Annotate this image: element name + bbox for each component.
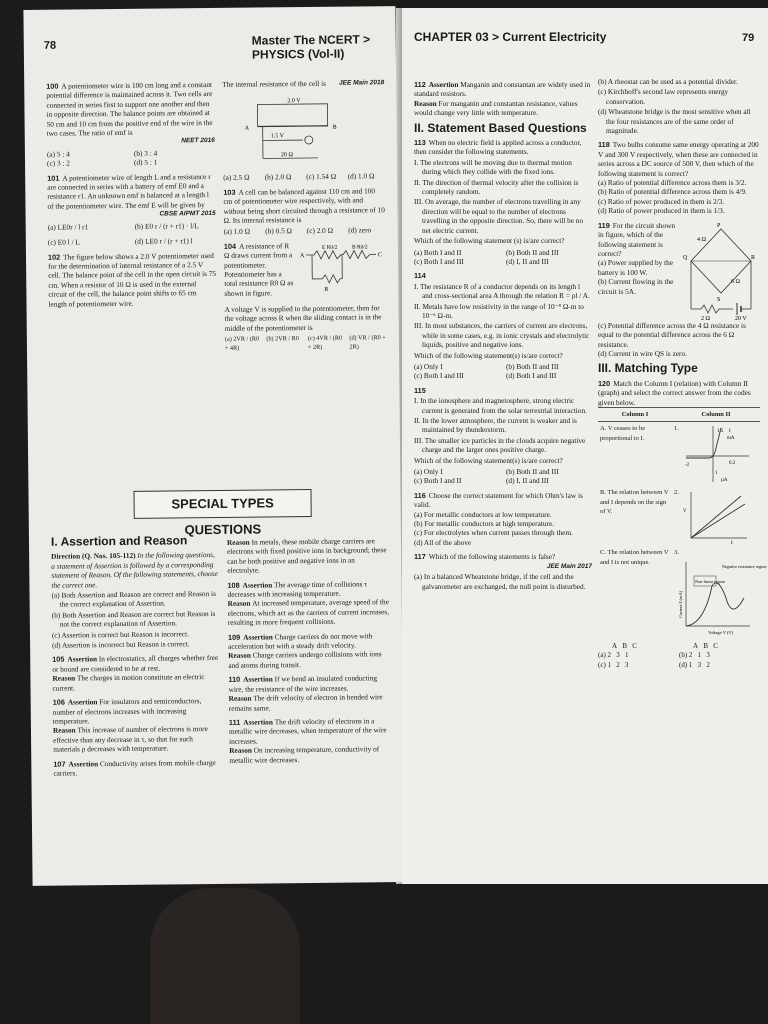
hand-holding-book xyxy=(150,888,300,1024)
right-column-2 xyxy=(598,76,767,675)
svg-text:S: S xyxy=(717,296,721,303)
svg-text:1: 1 xyxy=(714,471,717,477)
svg-text:1.5: 1.5 xyxy=(716,429,723,435)
right-page xyxy=(402,8,768,884)
section-title-statement-based: II. Statement Based Questions xyxy=(414,120,587,135)
svg-text:6 Ω: 6 Ω xyxy=(731,278,740,285)
bridge-circuit-figure xyxy=(683,221,759,321)
svg-text:2 Ω: 2 Ω xyxy=(701,315,710,322)
match-row: A. V ceases to be proportional to I. 1. 1.5 I mA -2 0.2 1 µA xyxy=(598,422,760,487)
resistance-circuit-figure xyxy=(300,240,385,301)
code-option-a: (a) 2 3 1 xyxy=(598,651,629,660)
svg-text:I: I xyxy=(730,541,733,547)
question-117: 117 Which of the following statements is false? JEE Main 2017 (a) In a balanced Wheatstone bridge, if the cell and the galvanometer are exchanged, the null point is disturbed. xyxy=(414,552,592,591)
svg-text:B R0/2: B R0/2 xyxy=(351,244,368,251)
svg-text:0.2: 0.2 xyxy=(728,461,735,467)
question-101: 101 A potentiometer wire of length L and a resistance r are connected in series with a battery of emf E0 and a resistance r1. An unknown emf is balanced at a length l of the potentiometer wire. The emf E will be given by CBSE AIPMT 2015 (a) LE0r / l r1 (b) E0 r / (r + r1) · l/L (c) E0 l / L (d) LE0 r / (r + r1) l xyxy=(47,171,216,247)
options: (a) 2.5 Ω (b) 2.0 Ω (c) 1.54 Ω (d) 1.0 Ω xyxy=(223,171,375,183)
direction-block: Direction (Q. Nos. 105-112) In the following questions, a statement of Assertion is followed by a corresponding statement of Reason. Of the following statements, choose the correct one. (a) Both Assertion and Reason are correct and Reason is the correct explanation of Assertion. (b) Both Assertion and Reason are correct but Reason is not the correct explanation of Assertion. (c) Assertion is correct but Reason is incorrect. (d) Assertion is incorrect but Reason is correct. xyxy=(51,550,218,650)
graph-2 xyxy=(681,488,751,547)
graph-3 xyxy=(674,558,767,636)
code-option-b: (b) 2 1 3 xyxy=(679,651,710,660)
svg-text:Voltage V (V): Voltage V (V) xyxy=(708,629,734,635)
match-row: B. The relation between V and I depends on the sign of V. 2. V I xyxy=(598,486,760,546)
potentiometer-circuit-figure xyxy=(242,92,353,171)
question-107: 107 Assertion Conductivity arises from mobile charge carriers. xyxy=(53,757,216,778)
answer-codes: A B C A B C (a) 2 3 1 (b) 2 1 3 (c) 1 2 3 (d) 1 3 2 xyxy=(598,642,760,670)
svg-text:20 V: 20 V xyxy=(735,315,747,322)
svg-text:C: C xyxy=(377,252,383,259)
page-number: 78 xyxy=(43,39,57,52)
assertion-reason-column-1 xyxy=(51,530,222,783)
question-104: 104 A resistance of R Ω draws current from a potentiometer. Potentiometer has a total resistance R0 Ω as shown in figure. E R0/2 B R0/2 A C R A voltage V is supplied to the potentiometer, then for the voltage across R when the sliding contact is in the middle of the potentiometer is (a) 2VR / (R0 + 4R) (b) 2VR / R0 (c) 4VR / (R0 + 2R) (d) VR / (R0 + 2R) xyxy=(223,241,386,353)
svg-text:4 Ω: 4 Ω xyxy=(697,236,706,243)
left-page xyxy=(23,6,404,886)
svg-text:2.0 V: 2.0 V xyxy=(287,98,301,105)
svg-text:Negative resistance region: Negative resistance region xyxy=(722,563,767,569)
question-119: 119 For the circuit shown in figure, which of the following statement is correct? (a) Power supplied by the battery is 100 W. (b) Current flowing in the circuit is 5A. 4 Ω 6 Ω P R Q S 2 Ω 20 V (c) Potential difference across the 4 Ω resistance is equal to the potential difference across the 6 Ω resistance. (d) Current in wire QS is zero. xyxy=(598,221,760,359)
question-112: 112 Assertion Manganin and constantan are widely used in standard resistors. Reason For manganin and constantan resistance, values would change very little with temperature. xyxy=(414,80,591,118)
svg-text:I: I xyxy=(728,429,731,435)
svg-text:V: V xyxy=(682,509,687,515)
svg-text:B: B xyxy=(332,125,337,132)
assertion-reason-column-2 xyxy=(227,536,391,770)
question-117-continued: (b) A rheostat can be used as a potential divider. (c) Kirchhoff's second law represents energy conservation. (d) Wheatstone bridge is the most sensitive when all the four resistances are of the same order of magnitude. xyxy=(598,77,751,136)
question-113: 113 When no electric field is applied across a conductor, then consider the following statements. I. The electrons will be moving due to thermal motion during which they collide with the fixed ions. II. The direction of thermal velocity after the collision is completely random. III. On average, the number of electrons travelling in any direction will be equal to the number of electrons travelling in the opposite direction. So, there will be no net electric current. Which of the following statement (s) is/are correct? (a) Both I and II (b) Both II and III (c) Both I and III (d) I, II and III xyxy=(414,138,592,266)
svg-text:-2: -2 xyxy=(684,463,689,469)
options: (a) Only I (b) Both II and III (c) Both I and III (d) Both I and III xyxy=(414,361,559,381)
matching-table: Column I Column II A. V ceases to be proportional to I. 1. 1.5 I mA -2 0.2 1 µA B. The relation between V and I depends on the sign of V. 2. V I C. The relation between V and I is not unique. 3. Non-linear region Negative resistance region Current I (mA) Voltage V (V) xyxy=(598,407,760,638)
svg-text:Current I (mA): Current I (mA) xyxy=(678,590,683,618)
code-option-c: (c) 1 2 3 xyxy=(598,660,629,669)
page-header: CHAPTER 03 > Current Electricity xyxy=(414,30,607,44)
question-115: 115 I. In the ionosphere and magnetosphere, strong electric current is generated from the solar terrestrial interaction. II. In the lower atmosphere, the current is weaker and is maintained by thunderstorm. III. The smaller ice particles in the clouds acquire negative charge and the larger ones positive charge. Which of the following statement(s) is/are correct? (a) Only I (b) Both II and III (c) Both I and II (d) I, II and III xyxy=(414,386,592,486)
section-title-assertion-reason: I. Assertion and Reason xyxy=(50,533,188,549)
question-100: 100 A potentiometer wire is 100 cm long and a constant potential difference is maintained across it. Two cells are connected in series first to support one another and then in opposite direction. The balance points are obtained at 50 cm and 10 cm from the positive end of the wire in the two cases. The ratio of emf is NEET 2016 (a) 5 : 4 (b) 3 : 4 (c) 3 : 2 (d) 5 : 1 xyxy=(46,80,215,168)
options: (a) 1.0 Ω (b) 0.5 Ω (c) 2.0 Ω (d) zero xyxy=(223,225,372,237)
question-116: 116 Choose the correct statement for which Ohm's law is valid. (a) For metallic conductors at low temperature. (b) For metallic conductors at high temperature. (c) For electrolytes when current passes through them. (d) All of the above xyxy=(414,490,583,547)
right-column-1 xyxy=(414,80,592,596)
svg-text:A: A xyxy=(299,252,305,259)
options: (a) LE0r / l r1 (b) E0 r / (r + r1) · l/L (c) E0 l / L (d) LE0 r / (r + r1) l xyxy=(47,220,199,247)
svg-text:Non-linear region: Non-linear region xyxy=(695,578,725,584)
svg-text:µA: µA xyxy=(720,478,727,484)
question-120: 120 Match the Column I (relation) with Column II (graph) and select the correct answer from the codes given below. Column I Column II A. V ceases to be proportional to I. 1. 1.5 I mA -2 0.2 1 µA B. The relation between V and I depends on the sign of V. 2. V I C. The relation between V and I is not unique. 3. Non-linear region Negative resistance region Current I (mA) Voltage V (V) A B C A B C (a) 2 3 1 (b) 2 1 3 (c) 1 2 3 (d) 1 3 2 xyxy=(598,378,767,669)
special-types-banner: SPECIAL TYPES QUESTIONS xyxy=(133,489,311,519)
question-107-reason: Reason In metals, these mobile charge carriers are electrons with fixed positive ions in background; these can be both positive and negative ions in an electrolyte. xyxy=(226,536,387,576)
section-title-matching: III. Matching Type xyxy=(598,361,698,376)
match-row: C. The relation between V and I is not unique. 3. Non-linear region Negative resistance region Current I (mA) Voltage V (V) xyxy=(600,549,767,635)
question-110: 110 Assertion If we bend an insulated conducting wire, the resistance of the wire increases. Reason The drift velocity of electron in bended wire remains same. xyxy=(228,673,383,713)
question-102: 102 The figure below shows a 2.0 V potentiometer used for the determination of internal resistance of a 2.5 V cell. The balance point of the cell in the open circuit is 75 cm. When a resistor of 10 Ω is used in the external circuit of the cell, the balance point shifts to 65 cm length of potentiometer wire. xyxy=(47,250,217,309)
question-111: 111 Assertion The drift velocity of electrons in a metallic wire decreases, when temperature of the wire increases. Reason On increasing temperature, conductivity of metallic wire decreases. xyxy=(228,716,387,765)
svg-text:R: R xyxy=(324,286,329,293)
question-118: 118 Two bulbs consume same energy operating at 200 V and 300 V respectively, when these are connected in series across a DC source of 500 V, then which of the following statement is correct? (a) Ratio of potential difference across them is 3/2. (b) Ratio of potential difference across them is 4/9. (c) Ratio of power produced in them is 2/3. (d) Ratio of power produced in them is 1/3. xyxy=(598,140,759,216)
question-106: 106 Assertion For insulators and semiconductors, number of electrons increases with increasing temperature. Reason This increase of number of electrons is more effective than any decrease in τ, so that for such materials ρ decreases with temperature. xyxy=(52,696,208,754)
svg-text:P: P xyxy=(717,222,721,229)
question-103: 103 A cell can be balanced against 110 cm and 100 cm of potentiometer wire respectively, with and without being short circuited through a resistance of 10 Ω. Its internal resistance is (a) 1.0 Ω (b) 0.5 Ω (c) 2.0 Ω (d) zero xyxy=(223,186,385,237)
page-number: 79 xyxy=(742,32,755,44)
graph-1 xyxy=(681,424,751,484)
svg-text:E R0/2: E R0/2 xyxy=(321,244,338,251)
svg-text:mA: mA xyxy=(726,436,734,442)
left-column-1 xyxy=(46,80,216,314)
question-108: 108 Assertion The average time of collisions τ decreases with increasing temperature. Reason At increased temperature, average speed of the electrons, which act as the carriers of current increases, resulting in more frequent collisions. xyxy=(227,579,390,628)
svg-text:20 Ω: 20 Ω xyxy=(280,152,293,159)
left-column-2 xyxy=(222,78,387,359)
question-109: 109 Assertion Charge carriers do not move with acceleration but with a steady drift velocity. Reason Charge carriers undergo collisions with ions and atoms during transit. xyxy=(227,631,382,670)
svg-text:1.5 V: 1.5 V xyxy=(270,133,285,140)
options: (a) Both I and II (b) Both II and III (c) Both I and III (d) I, II and III xyxy=(414,247,559,266)
svg-text:R: R xyxy=(751,254,756,261)
svg-text:Q: Q xyxy=(683,254,688,261)
options: (a) 2VR / (R0 + 4R) (b) 2VR / R0 (c) 4VR / (R0 + 2R) (d) VR / (R0 + 2R) xyxy=(224,334,386,353)
page-header: Master The NCERT > PHYSICS (Vol-II) xyxy=(251,32,371,62)
question-102-continued: The internal resistance of the cell is JEE Main 2018 2.0 V A B 1.5 V 20 Ω (a) 2.5 Ω (b) 2.0 Ω (c) 1.54 Ω (d) 1.0 Ω xyxy=(222,78,385,183)
question-114: 114 I. The resistance R of a conductor depends on its length l and cross-sectional area A through the relation R = ρl / A. II. Metals have low resistivity in the range of 10⁻⁸ Ω-m to 10⁻⁶ Ω-m. III. In most substances, the carriers of current are electrons, while in some cases, e.g. in ionic crystals and electrolytic liquids, positive and negative ions. Which of the following statement(s) is/are correct? (a) Only I (b) Both II and III (c) Both I and III (d) Both I and III xyxy=(414,271,592,380)
code-option-d: (d) 1 3 2 xyxy=(679,660,710,669)
question-105: 105 Assertion In electrostatics, all charges whether free or bound are considered to be at rest. Reason The charges in motion constitute an electric current. xyxy=(52,653,219,693)
options: (a) Only I (b) Both II and III (c) Both I and II (d) I, II and III xyxy=(414,467,559,486)
svg-text:A: A xyxy=(244,126,250,133)
options: (a) 5 : 4 (b) 3 : 4 (c) 3 : 2 (d) 5 : 1 xyxy=(46,148,158,168)
